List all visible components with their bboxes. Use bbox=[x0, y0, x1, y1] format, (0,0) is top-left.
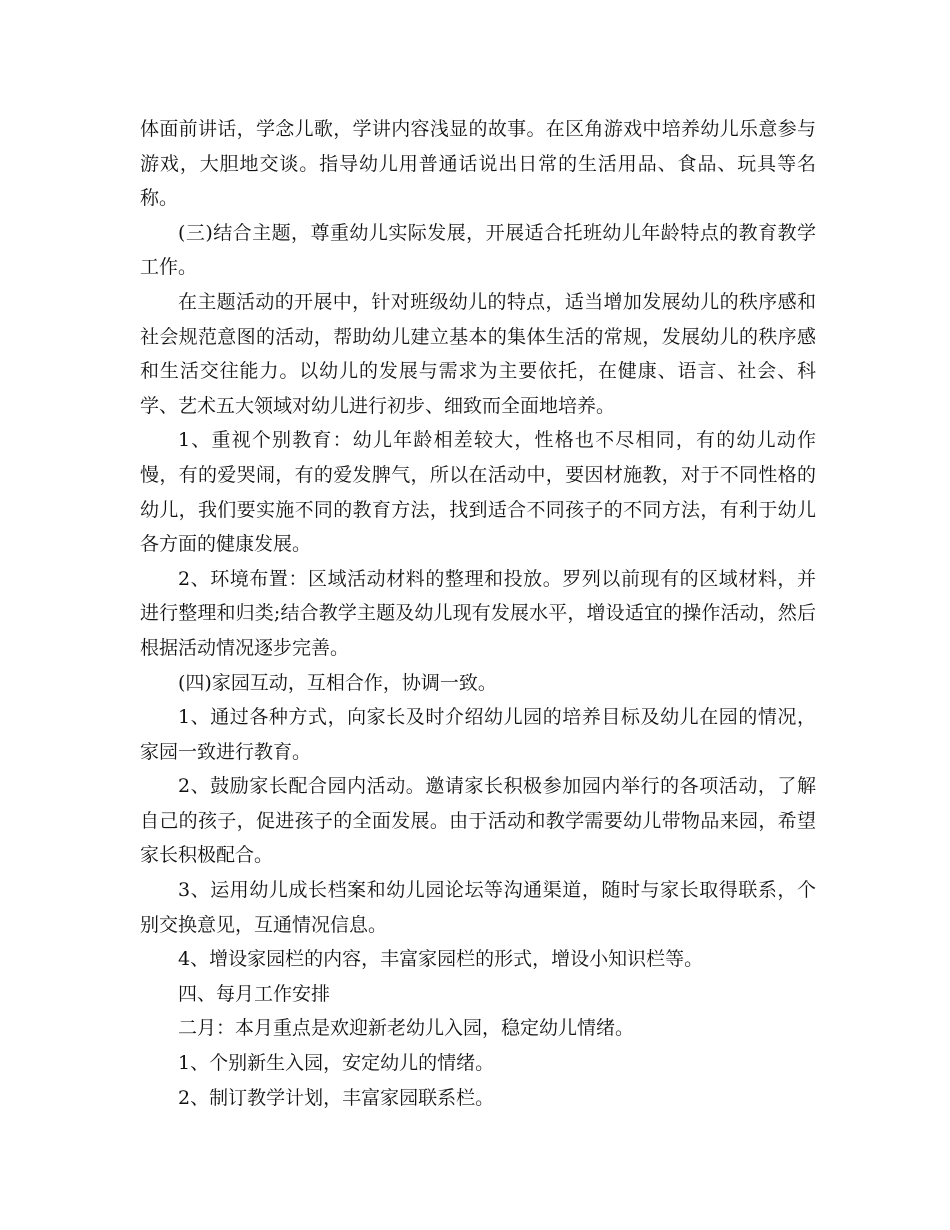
list-item-environment: 2、环境布置：区域活动材料的整理和投放。罗列以前现有的区域材料，并进行整理和归类;结合教学主题及幼儿现有发展水平，增设适宜的操作活动，然后根据活动情况逐步完善。 bbox=[140, 567, 816, 659]
list-item-bulletin-board: 4、增设家园栏的内容，丰富家园栏的形式，增设小知识栏等。 bbox=[178, 948, 704, 971]
list-item-individual-education: 1、重视个别教育：幼儿年龄相差较大，性格也不尽相同，有的幼儿动作慢，有的爱哭闹，有的爱发脾气，所以在活动中，要因材施教，对于不同性格的幼儿，我们要实施不同的教育方法，找到适合不同孩子的不同方法，有利于幼儿各方面的健康发展。 bbox=[140, 429, 816, 556]
list-item-growth-files: 3、运用幼儿成长档案和幼儿园论坛等沟通渠道，随时与家长取得联系，个别交换意见，互通情况信息。 bbox=[140, 879, 816, 936]
list-item-new-students: 1、个别新生入园，安定幼儿的情绪。 bbox=[178, 1052, 495, 1075]
month-february-heading: 二月：本月重点是欢迎新老幼儿入园，稳定幼儿情绪。 bbox=[178, 1017, 635, 1040]
list-item-communication: 1、通过各种方式，向家长及时介绍幼儿园的培养目标及幼儿在园的情况，家园一致进行教育。 bbox=[140, 706, 816, 763]
section-heading-three: (三)结合主题，尊重幼儿实际发展，开展适合托班幼儿年龄特点的教育教学工作。 bbox=[140, 221, 816, 279]
section-heading-monthly-plan: 四、每月工作安排 bbox=[178, 982, 331, 1005]
document-body bbox=[140, 112, 816, 1115]
paragraph-theme-activities: 在主题活动的开展中，针对班级幼儿的特点，适当增加发展幼儿的秩序感和社会规范意图的活动，帮助幼儿建立基本的集体生活的常规，发展幼儿的秩序感和生活交往能力。以幼儿的发展与需求为主要依托，在健康、语言、社会、科学、艺术五大领域对幼儿进行初步、细致而全面地培养。 bbox=[140, 290, 816, 417]
paragraph-continuation: 体面前讲话，学念儿歌，学讲内容浅显的故事。在区角游戏中培养幼儿乐意参与游戏，大胆地交谈。指导幼儿用普通话说出日常的生活用品、食品、玩具等名称。 bbox=[140, 118, 816, 210]
section-heading-four: (四)家园互动，互相合作，协调一致。 bbox=[178, 671, 497, 694]
list-item-parent-participation: 2、鼓励家长配合园内活动。邀请家长积极参加园内举行的各项活动，了解自己的孩子，促进孩子的全面发展。由于活动和教学需要幼儿带物品来园，希望家长积极配合。 bbox=[140, 775, 816, 867]
list-item-teaching-plan: 2、制订教学计划，丰富家园联系栏。 bbox=[178, 1086, 495, 1109]
